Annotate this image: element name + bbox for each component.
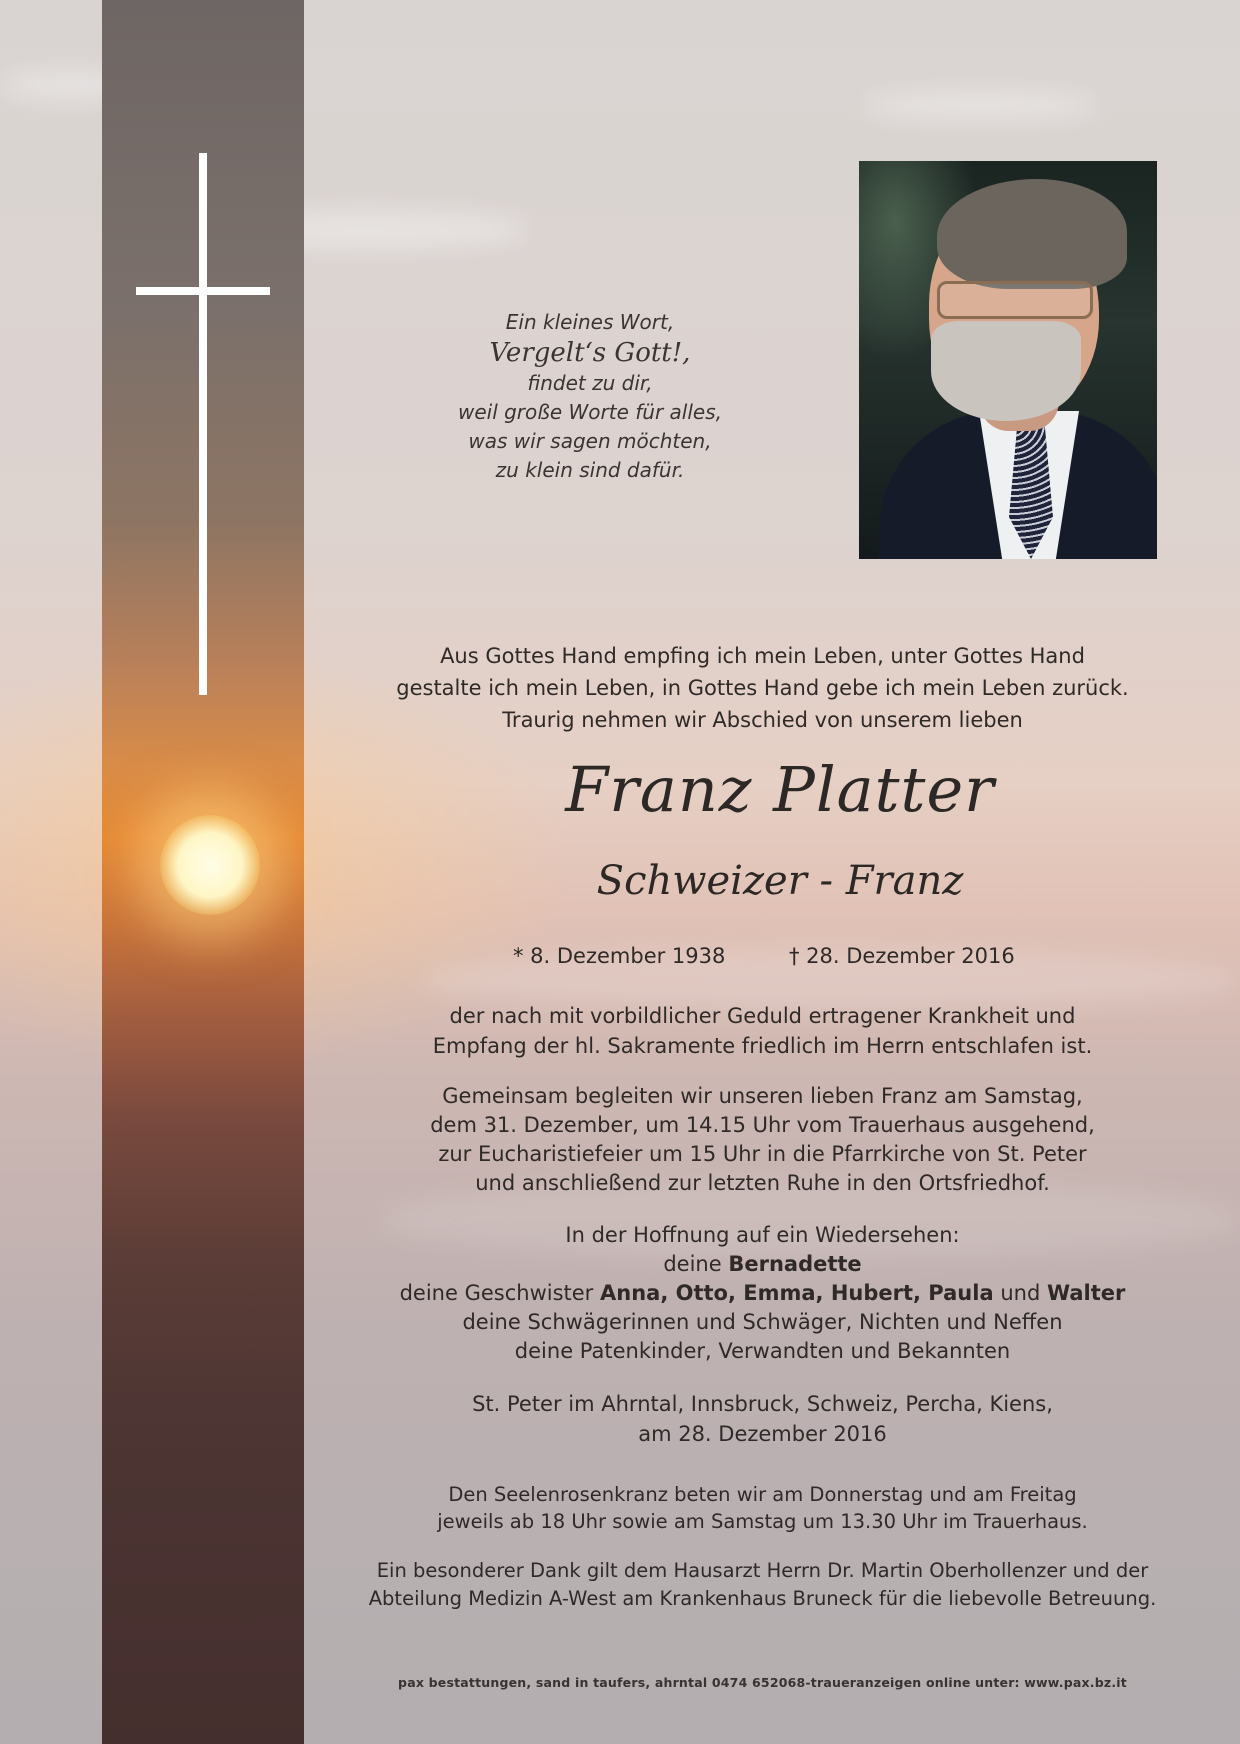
passing-line: Empfang der hl. Sakramente friedlich im Herrn entschlafen ist. bbox=[432, 1034, 1093, 1058]
mourners-text bbox=[360, 1221, 1165, 1366]
deceased-nickname: Schweizer - Franz bbox=[596, 858, 964, 904]
mourners-wife-prefix: deine bbox=[663, 1252, 722, 1276]
passing-text bbox=[360, 1001, 1165, 1061]
thanks-line: Ein besonderer Dank gilt dem Hausarzt Herrn Dr. Martin Oberhollenzer und der bbox=[376, 1559, 1149, 1582]
mourners-siblings-and: und bbox=[1000, 1281, 1041, 1305]
mourners-siblings-names: Anna, Otto, Emma, Hubert, Paula bbox=[600, 1281, 994, 1305]
portrait-photo bbox=[859, 161, 1157, 559]
mourners-wife-name: Bernadette bbox=[728, 1252, 862, 1276]
poem-line: Ein kleines Wort, bbox=[505, 310, 675, 334]
intro-line: Aus Gottes Hand empfing ich mein Leben, unter Gottes Hand bbox=[440, 644, 1085, 668]
funeral-line: und anschließend zur letzten Ruhe in den Ortsfriedhof. bbox=[475, 1171, 1050, 1195]
sun-image bbox=[160, 815, 260, 915]
funeral-line: dem 31. Dezember, um 14.15 Uhr vom Trauerhaus ausgehend, bbox=[430, 1113, 1095, 1137]
poem-line: was wir sagen möchten, bbox=[468, 429, 712, 453]
mourners-wife-line bbox=[360, 1250, 1165, 1279]
rosary-text bbox=[360, 1481, 1165, 1535]
photo-beard bbox=[931, 321, 1081, 421]
passing-line: der nach mit vorbildlicher Geduld ertragener Krankheit und bbox=[449, 1004, 1076, 1028]
funeral-text bbox=[360, 1082, 1165, 1198]
funeral-line: Gemeinsam begleiten wir unseren lieben Franz am Samstag, bbox=[442, 1084, 1083, 1108]
birth-date: * 8. Dezember 1938 bbox=[513, 944, 726, 968]
mourners-line: In der Hoffnung auf ein Wiedersehen: bbox=[565, 1223, 960, 1247]
intro-line: Traurig nehmen wir Abschied von unserem lieben bbox=[502, 708, 1023, 732]
intro-text bbox=[360, 640, 1165, 736]
place-date-line: am 28. Dezember 2016 bbox=[638, 1422, 887, 1446]
rosary-line: jeweils ab 18 Uhr sowie am Samstag um 13.30 Uhr im Trauerhaus. bbox=[437, 1510, 1088, 1533]
deceased-name: Franz Platter bbox=[565, 753, 995, 826]
mourners-siblings-last: Walter bbox=[1046, 1281, 1126, 1305]
poem-line: zu klein sind dafür. bbox=[495, 458, 685, 482]
footer: pax bestattungen, sand in taufers, ahrntal 0474 652068-traueranzeigen online unter: www.pax.bz.it bbox=[398, 1675, 1127, 1690]
cross-icon-vertical bbox=[199, 153, 207, 695]
mourners-line: deine Patenkinder, Verwandten und Bekannten bbox=[514, 1339, 1011, 1363]
photo-glasses bbox=[937, 281, 1093, 319]
cross-icon-horizontal bbox=[136, 287, 270, 295]
funeral-line: zur Eucharistiefeier um 15 Uhr in die Pfarrkirche von St. Peter bbox=[438, 1142, 1087, 1166]
poem-line: weil große Worte für alles, bbox=[457, 400, 723, 424]
rosary-line: Den Seelenrosenkranz beten wir am Donnerstag und am Freitag bbox=[448, 1483, 1077, 1506]
place-date-line: St. Peter im Ahrntal, Innsbruck, Schweiz, Percha, Kiens, bbox=[472, 1392, 1053, 1416]
mourners-siblings-line bbox=[360, 1279, 1165, 1308]
poem-line: findet zu dir, bbox=[527, 371, 653, 395]
place-date-text bbox=[360, 1389, 1165, 1449]
poem-line-script: Vergelt‘s Gott!, bbox=[489, 338, 691, 368]
thanks-text bbox=[360, 1557, 1165, 1613]
mourners-line: deine Schwägerinnen und Schwäger, Nichten und Neffen bbox=[462, 1310, 1063, 1334]
cloud bbox=[860, 90, 1100, 120]
thanks-line: Abteilung Medizin A-West am Krankenhaus Bruneck für die liebevolle Betreuung. bbox=[368, 1587, 1157, 1610]
intro-line: gestalte ich mein Leben, in Gottes Hand gebe ich mein Leben zurück. bbox=[396, 676, 1129, 700]
poem bbox=[420, 308, 760, 485]
photo-hair bbox=[937, 179, 1127, 289]
death-date: † 28. Dezember 2016 bbox=[789, 944, 1015, 968]
mourners-siblings-prefix: deine Geschwister bbox=[399, 1281, 594, 1305]
